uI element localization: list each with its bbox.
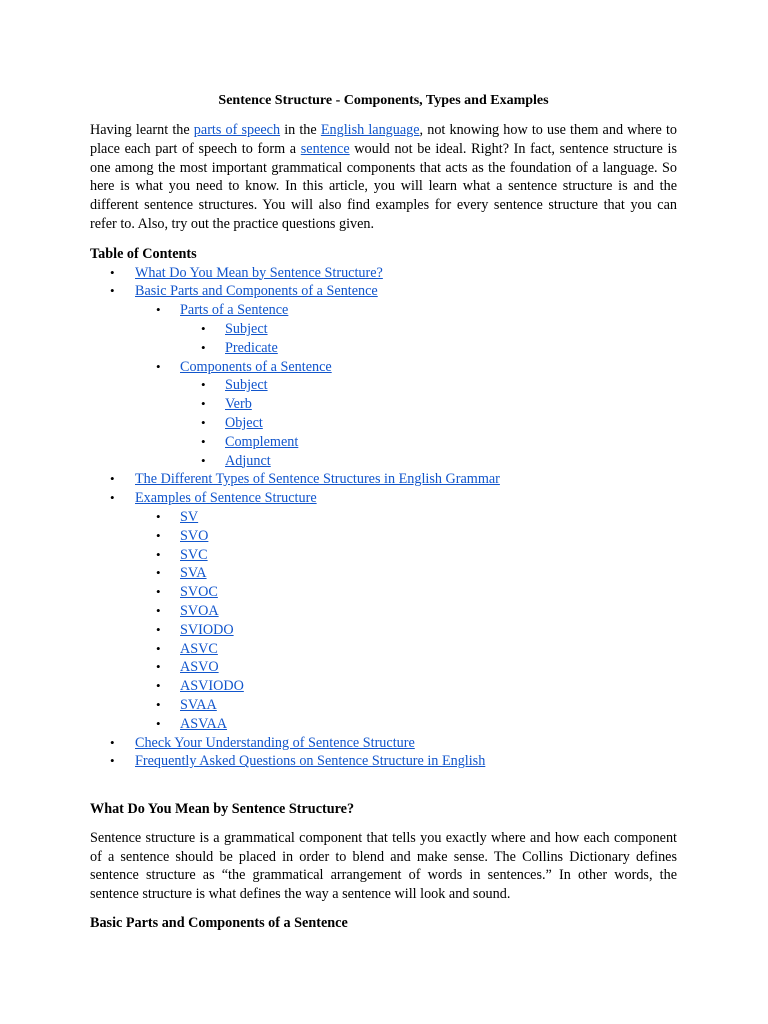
document-title: Sentence Structure - Components, Types and Examples	[218, 93, 549, 108]
bullet-icon: •	[110, 283, 115, 299]
bullet-icon: •	[156, 565, 161, 581]
bullet-icon: •	[110, 471, 115, 487]
toc-link[interactable]: Complement	[225, 433, 299, 450]
toc-item	[90, 282, 677, 301]
toc-link[interactable]: Predicate	[225, 339, 278, 356]
toc-link[interactable]: SVOA	[180, 602, 219, 619]
toc-link[interactable]: SVOC	[180, 584, 218, 601]
toc-link[interactable]: SVAA	[180, 696, 217, 713]
toc-link[interactable]: SV	[180, 508, 199, 525]
toc-item	[90, 564, 677, 583]
toc-item	[90, 433, 677, 452]
bullet-icon: •	[156, 621, 161, 637]
toc-item	[90, 677, 677, 696]
toc-link[interactable]: ASVC	[180, 640, 218, 657]
bullet-icon: •	[156, 302, 161, 318]
document-content	[90, 92, 677, 933]
toc-item	[90, 489, 677, 508]
toc-link[interactable]: Components of a Sentence	[180, 358, 332, 375]
toc-item	[90, 640, 677, 659]
toc-item	[90, 395, 677, 414]
toc-item	[90, 470, 677, 489]
section-heading-basic-parts: Basic Parts and Components of a Sentence	[90, 915, 348, 932]
bullet-icon: •	[156, 358, 161, 374]
bullet-icon: •	[156, 508, 161, 524]
toc-link[interactable]: Adjunct	[225, 452, 271, 469]
bullet-icon: •	[156, 715, 161, 731]
toc-item	[90, 264, 677, 283]
bullet-icon: •	[110, 753, 115, 769]
sentence-link[interactable]: sentence	[300, 140, 350, 157]
bullet-icon: •	[201, 320, 206, 336]
toc-item	[90, 546, 677, 565]
toc-link[interactable]: Frequently Asked Questions on Sentence Structure in English	[135, 753, 486, 770]
bullet-icon: •	[110, 490, 115, 506]
toc-link[interactable]: ASVO	[180, 659, 219, 676]
toc-item	[90, 301, 677, 320]
toc-item	[90, 452, 677, 471]
toc-item	[90, 339, 677, 358]
bullet-icon: •	[156, 527, 161, 543]
bullet-icon: •	[110, 264, 115, 280]
toc-item	[90, 376, 677, 395]
toc-item	[90, 621, 677, 640]
toc-link[interactable]: ASVAA	[180, 715, 228, 732]
toc-link[interactable]: ASVIODO	[180, 678, 244, 695]
toc-link[interactable]: SVC	[180, 546, 208, 563]
toc-link[interactable]: The Different Types of Sentence Structures in English Grammar	[135, 471, 500, 488]
toc-link[interactable]: SVO	[180, 527, 209, 544]
intro-text-2: in the	[280, 122, 321, 138]
toc-item	[90, 414, 677, 433]
bullet-icon: •	[201, 339, 206, 355]
toc-item	[90, 602, 677, 621]
toc-link[interactable]: Object	[225, 414, 263, 431]
toc-link[interactable]: SVA	[180, 565, 207, 582]
bullet-icon: •	[156, 678, 161, 694]
toc-link[interactable]: Basic Parts and Components of a Sentence	[135, 283, 378, 300]
toc-link[interactable]: Check Your Understanding of Sentence Structure	[135, 734, 415, 751]
intro-paragraph	[90, 121, 677, 234]
toc-link[interactable]: Parts of a Sentence	[180, 302, 289, 319]
bullet-icon: •	[156, 696, 161, 712]
intro-text-4: would not be ideal. Right? In fact, sentence structure is one among the most important grammatical components that acts as the foundation of a language. So here is what you need to know. In this article, you will learn what a sentence structure is and the different sentence structures. You will also find examples for every sentence structure that you can refer to. Also, try out the practice questions given.	[90, 140, 677, 232]
bullet-icon: •	[156, 546, 161, 562]
section-heading-what-is-sentence-structure: What Do You Mean by Sentence Structure?	[90, 801, 355, 818]
toc-link[interactable]: Verb	[225, 396, 252, 413]
bullet-icon: •	[201, 433, 206, 449]
english-language-link[interactable]: English language	[320, 122, 420, 138]
toc-link[interactable]: Subject	[225, 320, 268, 337]
toc-link[interactable]: What Do You Mean by Sentence Structure?	[135, 264, 383, 281]
toc-item	[90, 358, 677, 377]
bullet-icon: •	[201, 414, 206, 430]
toc-item	[90, 696, 677, 715]
toc-heading: Table of Contents	[90, 245, 197, 262]
toc-link[interactable]: Examples of Sentence Structure	[135, 490, 317, 507]
toc-item	[90, 658, 677, 677]
bullet-icon: •	[156, 602, 161, 618]
bullet-icon: •	[156, 659, 161, 675]
parts-of-speech-link[interactable]: parts of speech	[193, 122, 281, 138]
toc-item	[90, 715, 677, 734]
toc-item	[90, 734, 677, 753]
section-paragraph-sentence-structure-definition: Sentence structure is a grammatical component that tells you exactly where and how each component of a sentence should be placed in order to blend and make sense. The Collins Dictionary defines sentence structure as “the grammatical arrangement of words in sentences.” In other words, the sentence structure is what defines the way a sentence will look and sound.	[90, 829, 677, 903]
toc-item	[90, 583, 677, 602]
toc-link[interactable]: Subject	[225, 377, 268, 394]
bullet-icon: •	[110, 734, 115, 750]
toc-item	[90, 320, 677, 339]
table-of-contents	[90, 264, 677, 772]
toc-item	[90, 508, 677, 527]
bullet-icon: •	[156, 640, 161, 656]
intro-text-1: Having learnt the	[90, 122, 194, 138]
bullet-icon: •	[201, 452, 206, 468]
bullet-icon: •	[156, 584, 161, 600]
bullet-icon: •	[201, 396, 206, 412]
toc-link[interactable]: SVIODO	[180, 621, 234, 638]
toc-item	[90, 752, 677, 771]
bullet-icon: •	[201, 377, 206, 393]
intro-text-3: , not knowing how to use them and where to place each part of speech to form a	[90, 122, 678, 157]
toc-item	[90, 527, 677, 546]
